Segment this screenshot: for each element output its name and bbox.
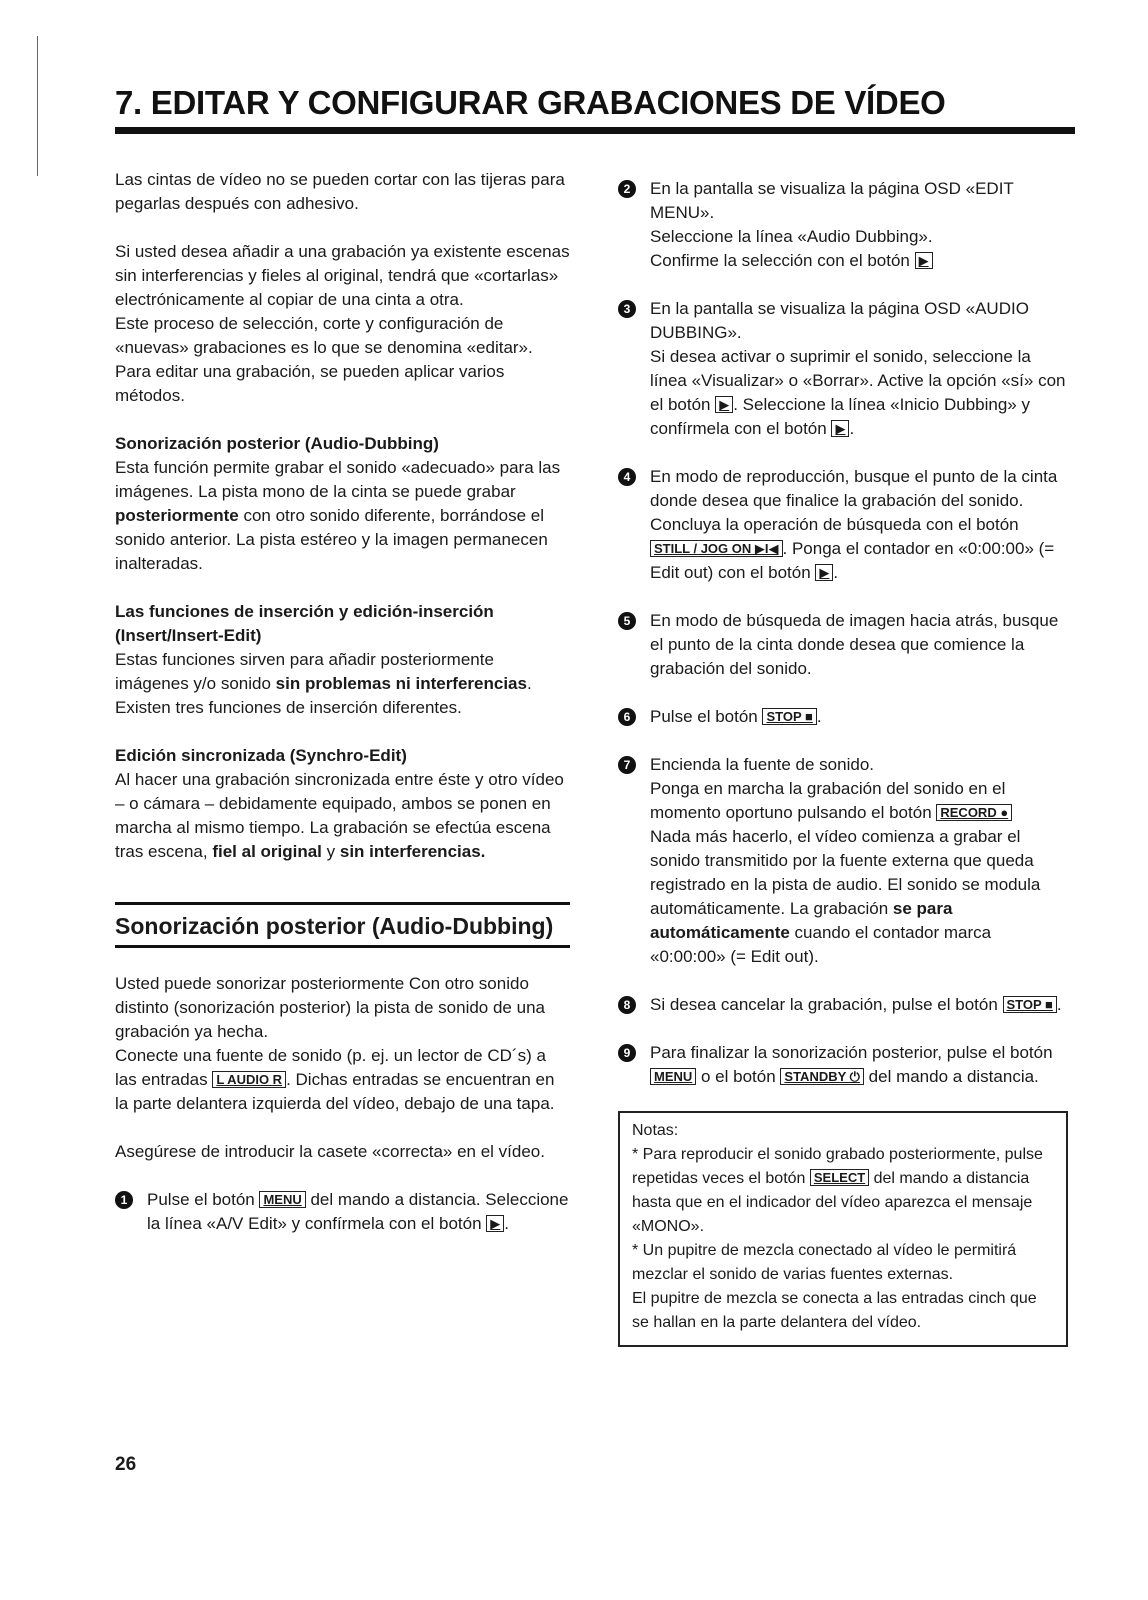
note-3: El pupitre de mezcla se conecta a las entradas cinch que se hallan en la parte delantera del vídeo. — [632, 1290, 1037, 1331]
left-column — [115, 168, 570, 1236]
step-6: 6 Pulse el botón STOP ■ . — [618, 705, 1068, 729]
notes-title: Notas: — [632, 1122, 679, 1139]
play-key-icon: ▶ — [815, 564, 833, 581]
right-column — [618, 177, 1068, 1347]
audio-input-key-label: L AUDIO R — [212, 1071, 286, 1088]
step-3: 3 En la pantalla se visualiza la página OSD «AUDIO DUBBING». Si desea activar o suprimir el sonido, seleccione la línea «Visualizar» o «Borrar». Active la opción «sí» con el botón ▶ . Seleccione la línea «Inicio Dubbing» y confírmela con el botón ▶ . — [618, 297, 1068, 441]
step-4: 4 En modo de reproducción, busque el punto de la cinta donde desea que finalice la grabación del sonido. Concluya la operación de búsqueda con el botón STILL / JOG ON ▶I◀ . Ponga el contador en «0:00:00» (= Edit out) con el botón ▶ . — [618, 465, 1068, 585]
subheading-insert-edit: Las funciones de inserción y edición-inserción (Insert/Insert-Edit) — [115, 602, 494, 645]
step-number-badge: 6 — [618, 708, 636, 726]
step-2: 2 En la pantalla se visualiza la página OSD «EDIT MENU». Seleccione la línea «Audio Dubbing». Confirme la selección con el botón ▶ — [618, 177, 1068, 273]
step-number-badge: 1 — [115, 1191, 133, 1209]
menu-key-label: MENU — [650, 1068, 696, 1085]
step-number-badge: 7 — [618, 756, 636, 774]
page-number: 26 — [115, 1454, 137, 1475]
play-key-icon: ▶ — [915, 252, 933, 269]
record-key-label: RECORD ● — [936, 804, 1012, 821]
section-paragraph-3: Asegúrese de introducir la casete «correcta» en el vídeo. — [115, 1142, 545, 1161]
page-title: 7. EDITAR Y CONFIGURAR GRABACIONES DE VÍDEO — [115, 84, 946, 121]
step-number-badge: 5 — [618, 612, 636, 630]
intro-paragraph-2: Si usted desea añadir a una grabación ya existente escenas sin interferencias y fieles al original, tendrá que «cortarlas» electrónicamente al copiar de una cinta a otra. — [115, 242, 570, 309]
still-jog-key-label: STILL / JOG ON ▶I◀ — [650, 540, 783, 557]
step-9: 9 Para finalizar la sonorización posterior, pulse el botón MENU o el botón STANDBY ⏻ del mando a distancia. — [618, 1041, 1068, 1089]
standby-key-label: STANDBY ⏻ — [780, 1068, 864, 1085]
step-number-badge: 4 — [618, 468, 636, 486]
binder-margin-line — [37, 36, 38, 176]
step-7: 7 Encienda la fuente de sonido. Ponga en marcha la grabación del sonido en el momento oportuno pulsando el botón RECORD ● Nada más hacerlo, el vídeo comienza a grabar el sonido transmitido por la fuente externa que queda registrado en la pista de audio. El sonido se modula automáticamente. La grabación se para automáticamente cuando el contador marca «0:00:00» (= Edit out). — [618, 753, 1068, 969]
play-key-icon: ▶ — [831, 420, 849, 437]
note-2: * Un pupitre de mezcla conectado al vídeo le permitirá mezclar el sonido de varias fuentes externas. — [632, 1242, 1017, 1283]
subheading-synchro-edit: Edición sincronizada (Synchro-Edit) — [115, 746, 407, 765]
insert-edit-paragraph: Estas funciones sirven para añadir posteriormente imágenes y/o sonido sin problemas ni interferencias. — [115, 650, 532, 693]
section-paragraph-2: Conecte una fuente de sonido (p. ej. un lector de CD´s) a las entradas L AUDIO R . Dichas entradas se encuentran en la parte delantera izquierda del vídeo, debajo de una tapa. — [115, 1046, 555, 1113]
section-paragraph-1: Usted puede sonorizar posteriormente Con otro sonido distinto (sonorización posterior) la pista de sonido de una grabación ya hecha. — [115, 974, 545, 1041]
section-heading: Sonorización posterior (Audio-Dubbing) — [115, 913, 554, 939]
step-5: 5 En modo de búsqueda de imagen hacia atrás, busque el punto de la cinta donde desea que comience la grabación del sonido. — [618, 609, 1068, 681]
step-number-badge: 9 — [618, 1044, 636, 1062]
note-1: * Para reproducir el sonido grabado posteriormente, pulse repetidas veces el botón SELECT del mando a distancia hasta que en el indicador del vídeo aparezca el mensaje «MONO». — [632, 1146, 1043, 1235]
title-rule — [115, 127, 1075, 134]
step-number-badge: 8 — [618, 996, 636, 1014]
stop-key-label: STOP ■ — [1003, 996, 1057, 1013]
step-8: 8 Si desea cancelar la grabación, pulse el botón STOP ■ . — [618, 993, 1068, 1017]
section-heading-box — [115, 902, 570, 948]
notes-box — [618, 1111, 1068, 1347]
step-1: 1 Pulse el botón MENU del mando a distancia. Seleccione la línea «A/V Edit» y confírmela con el botón ▶ . — [115, 1188, 570, 1236]
insert-edit-paragraph-2: Existen tres funciones de inserción diferentes. — [115, 698, 462, 717]
step-number-badge: 2 — [618, 180, 636, 198]
step-number-badge: 3 — [618, 300, 636, 318]
intro-paragraph-1: Las cintas de vídeo no se pueden cortar con las tijeras para pegarlas después con adhesivo. — [115, 170, 565, 213]
audio-dubbing-paragraph: Esta función permite grabar el sonido «adecuado» para las imágenes. La pista mono de la cinta se puede grabar posteriormente con otro sonido diferente, borrándose el sonido anterior. La pista estéreo y la imagen permanecen inalteradas. — [115, 458, 561, 573]
select-key-label: SELECT — [810, 1169, 869, 1186]
play-key-icon: ▶ — [486, 1215, 504, 1232]
intro-paragraph-3: Este proceso de selección, corte y configuración de «nuevas» grabaciones es lo que se denomina «editar». — [115, 314, 533, 357]
stop-key-label: STOP ■ — [762, 708, 816, 725]
play-key-icon: ▶ — [715, 396, 733, 413]
menu-key-label: MENU — [259, 1191, 305, 1208]
intro-paragraph-4: Para editar una grabación, se pueden aplicar varios métodos. — [115, 362, 505, 405]
synchro-edit-paragraph: Al hacer una grabación sincronizada entre éste y otro vídeo – o cámara – debidamente equipado, ambos se ponen en marcha al mismo tiempo. La grabación se efectúa escena tras escena, fiel al original y sin interferencias. — [115, 770, 564, 861]
subheading-audio-dubbing: Sonorización posterior (Audio-Dubbing) — [115, 434, 439, 453]
